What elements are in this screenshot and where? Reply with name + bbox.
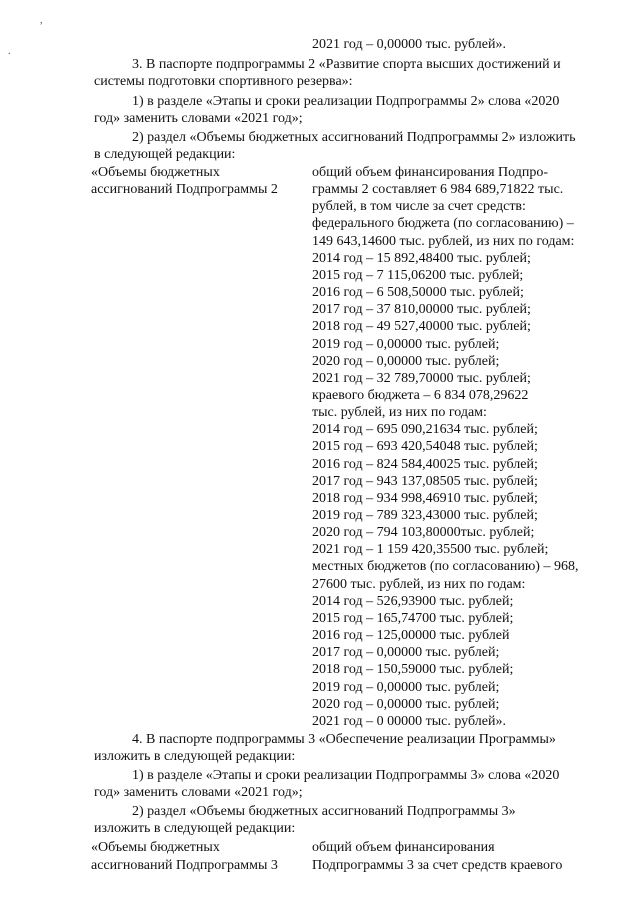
budget-value-line: 2021 год – 1 159 420,35500 тыс. рублей; xyxy=(312,542,549,558)
budget-value-line: 2021 год – 0 00000 тыс. рублей». xyxy=(312,713,506,729)
budget-value-line: 2020 год – 0,00000 тыс. рублей; xyxy=(312,696,500,712)
budget-value-line: краевого бюджета – 6 834 078,29622 xyxy=(312,387,529,403)
section-3-item-1-line-2: год» заменить словами «2021 год»; xyxy=(94,111,303,126)
section-3-title-line-1: 3. В паспорте подпрограммы 2 «Развитие спорта высших достижений и xyxy=(132,57,561,72)
section-4-title-line-2: изложить в следующей редакции: xyxy=(94,749,296,764)
budget-value-line: тыс. рублей, из них по годам: xyxy=(312,405,487,421)
budget-value-line: федерального бюджета (по согласованию) – xyxy=(312,216,574,232)
budget-value-line: общий объем финансирования Подпро- xyxy=(312,165,548,180)
budget-value-line: граммы 2 составляет 6 984 689,71822 тыс. xyxy=(312,182,564,198)
budget-value-line: 2020 год – 0,00000 тыс. рублей; xyxy=(312,353,500,369)
budget-value-line: 2018 год – 934 998,46910 тыс. рублей; xyxy=(312,490,538,506)
budget-value-line: 2015 год – 693 420,54048 тыс. рублей; xyxy=(312,439,538,455)
section-3-item-2-line-1: 2) раздел «Объемы бюджетных ассигнований Подпрограммы 2» изложить xyxy=(132,130,576,145)
budget-value-line: 27600 тыс. рублей, из них по годам: xyxy=(312,576,526,592)
budget-label-2-line-1: «Объемы бюджетных xyxy=(91,165,220,180)
budget-value-line: 2017 год – 0,00000 тыс. рублей; xyxy=(312,645,500,661)
budget-value-line: 2020 год – 794 103,80000тыс. рублей; xyxy=(312,525,535,541)
budget-label-3-line-1: «Объемы бюджетных xyxy=(91,840,220,855)
budget-value-3-text: общий объем финансирования xyxy=(312,840,495,855)
budget-value-line: 2016 год – 6 508,50000 тыс. рублей; xyxy=(312,285,524,301)
budget-label-3-line-2: ассигнований Подпрограммы 3 xyxy=(91,858,278,873)
budget-value-line: 2014 год – 695 090,21634 тыс. рублей; xyxy=(312,422,538,438)
section-3-title xyxy=(94,56,608,74)
budget-value-line: 2017 год – 943 137,08505 тыс. рублей; xyxy=(312,473,538,489)
budget-value-line: 2014 год – 526,93900 тыс. рублей; xyxy=(312,593,514,609)
budget-value-line: 2016 год – 125,00000 тыс. рублей xyxy=(312,628,510,644)
budget-value-line: местных бюджетов (по согласованию) – 968, xyxy=(312,559,579,575)
budget-value-line: 2018 год – 150,59000 тыс. рублей; xyxy=(312,662,514,678)
budget-value-line: 2017 год – 37 810,00000 тыс. рублей; xyxy=(312,302,531,318)
section-3-item-1-line-1: 1) в разделе «Этапы и сроки реализации Подпрограммы 2» слова «2020 xyxy=(132,94,560,109)
scan-mark: . xyxy=(8,46,11,57)
scan-mark: , xyxy=(40,15,43,26)
budget-value-3-line-1 xyxy=(312,839,604,857)
section-3-item-2-line-2: в следующей редакции: xyxy=(94,147,236,162)
budget-value-line: рублей, в том числе за счет средств: xyxy=(312,199,526,215)
section-3-title-line-2: системы подготовки спортивного резерва»: xyxy=(94,74,353,89)
budget-value-line: 2019 год – 0,00000 тыс. рублей; xyxy=(312,679,500,695)
section-4-item-1-line-2: год» заменить словами «2021 год»; xyxy=(94,785,303,800)
budget-value-line: 2019 год – 789 323,43000 тыс. рублей; xyxy=(312,508,538,523)
budget-value-line: 2018 год – 49 527,40000 тыс. рублей; xyxy=(312,319,531,335)
intro-line: 2021 год – 0,00000 тыс. рублей». xyxy=(312,37,506,52)
budget-value-line: 2016 год – 824 584,40025 тыс. рублей; xyxy=(312,456,538,472)
section-4-item-2-line-2: изложить в следующей редакции: xyxy=(94,821,296,836)
budget-value-line: 2015 год – 165,74700 тыс. рублей; xyxy=(312,610,514,626)
budget-label-2-line-2: ассигнований Подпрограммы 2 xyxy=(91,182,278,197)
budget-value-line: 2021 год – 32 789,70000 тыс. рублей; xyxy=(312,370,531,386)
section-4-item-2-line-1: 2) раздел «Объемы бюджетных ассигнований Подпрограммы 3» xyxy=(132,804,516,819)
budget-value-line: 149 643,14600 тыс. рублей, из них по годам: xyxy=(312,233,575,249)
section-4-title-line-1: 4. В паспорте подпрограммы 3 «Обеспечение реализации Программы» xyxy=(132,732,556,747)
budget-value-3-line-2: Подпрограммы 3 за счет средств краевого xyxy=(312,858,563,873)
budget-value-line: 2019 год – 0,00000 тыс. рублей; xyxy=(312,336,500,352)
section-4-item-1-line-1: 1) в разделе «Этапы и сроки реализации Подпрограммы 3» слова «2020 xyxy=(132,768,560,783)
budget-value-line: 2015 год – 7 115,06200 тыс. рублей; xyxy=(312,267,524,283)
budget-value-line: 2014 год – 15 892,48400 тыс. рублей; xyxy=(312,250,531,266)
